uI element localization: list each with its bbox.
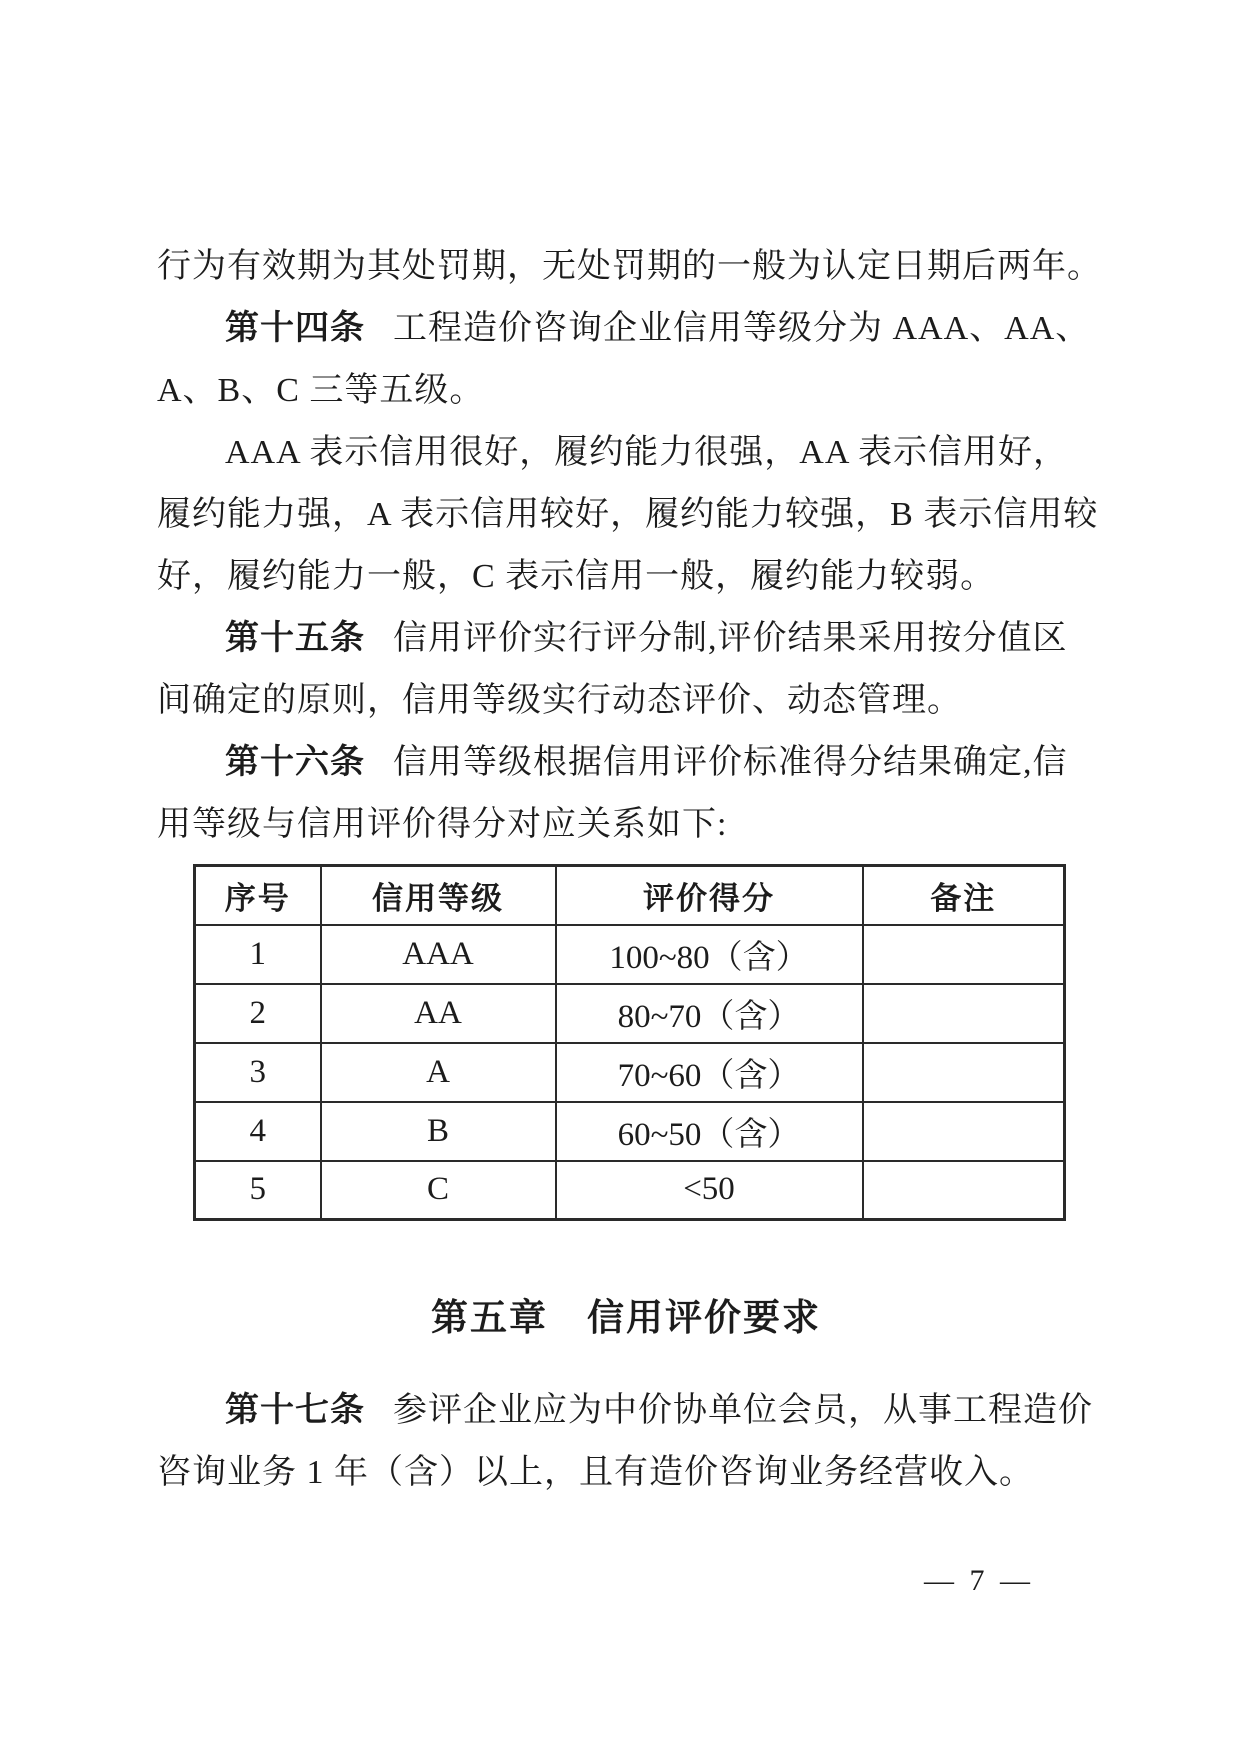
cell-remarks — [863, 925, 1065, 984]
cell-grade: A — [321, 1043, 556, 1102]
paragraph-line — [157, 422, 1095, 484]
paragraph-line — [157, 608, 1095, 670]
cell-grade: AA — [321, 984, 556, 1043]
article-number: 第十四条 — [225, 310, 365, 347]
paragraph-text: 工程造价咨询企业信用等级分为 AAA、AA、 — [393, 310, 1091, 347]
cell-remarks — [863, 984, 1065, 1043]
paragraph-text: 参评企业应为中价协单位会员，从事工程造价 — [393, 1392, 1093, 1429]
table-header-credit-grade: 信用等级 — [321, 866, 556, 925]
cell-serial: 4 — [195, 1102, 321, 1161]
paragraph-line — [157, 298, 1095, 360]
paragraph-line — [157, 236, 1102, 298]
article-number: 第十六条 — [225, 744, 365, 781]
paragraph-text: 好，履约能力一般，C 表示信用一般，履约能力较弱。 — [157, 558, 996, 595]
cell-serial: 2 — [195, 984, 321, 1043]
table-header-remarks: 备注 — [863, 866, 1065, 925]
paragraph-line — [157, 1442, 1095, 1504]
cell-serial: 5 — [195, 1161, 321, 1220]
page-number: — 7 — — [924, 1564, 1034, 1597]
table-header-row — [195, 866, 1065, 925]
cell-serial: 1 — [195, 925, 321, 984]
cell-score: <50 — [556, 1161, 863, 1220]
paragraph-line — [157, 670, 1095, 732]
paragraph-line — [157, 732, 1095, 794]
cell-score: 100~80（含） — [556, 925, 863, 984]
table-row — [195, 984, 1065, 1043]
cell-remarks — [863, 1043, 1065, 1102]
cell-score: 60~50（含） — [556, 1102, 863, 1161]
paragraph-text: AAA 表示信用很好，履约能力很强，AA 表示信用好， — [225, 434, 1069, 471]
paragraph-text: A、B、C 三等五级。 — [157, 372, 485, 409]
paragraph-text: 行为有效期为其处罚期，无处罚期的一般为认定日期后两年。 — [157, 248, 1102, 285]
cell-score: 70~60（含） — [556, 1043, 863, 1102]
cell-score: 80~70（含） — [556, 984, 863, 1043]
table-header-score: 评价得分 — [556, 866, 863, 925]
table-row — [195, 1043, 1065, 1102]
cell-grade: B — [321, 1102, 556, 1161]
paragraph-line — [157, 794, 1095, 856]
article-number: 第十五条 — [225, 620, 365, 657]
table-row — [195, 1102, 1065, 1161]
paragraph-text: 信用评价实行评分制,评价结果采用按分值区 — [393, 620, 1068, 657]
credit-rating-table — [193, 864, 1066, 1221]
paragraph-text: 用等级与信用评价得分对应关系如下: — [157, 806, 728, 843]
table-header-serial: 序号 — [195, 866, 321, 925]
cell-grade: C — [321, 1161, 556, 1220]
table-row — [195, 1161, 1065, 1220]
chapter-heading: 第五章 信用评价要求 — [431, 1297, 821, 1338]
paragraph-line — [157, 360, 1095, 422]
cell-grade: AAA — [321, 925, 556, 984]
article-number: 第十七条 — [225, 1392, 365, 1429]
paragraph-text: 咨询业务 1 年（含）以上，且有造价咨询业务经营收入。 — [157, 1454, 1034, 1491]
cell-remarks — [863, 1161, 1065, 1220]
paragraph-text: 履约能力强，A 表示信用较好，履约能力较强，B 表示信用较 — [157, 496, 1099, 533]
table-row — [195, 925, 1065, 984]
cell-remarks — [863, 1102, 1065, 1161]
paragraph-text: 间确定的原则，信用等级实行动态评价、动态管理。 — [157, 682, 962, 719]
paragraph-line — [157, 484, 1099, 546]
paragraph-line — [157, 1380, 1095, 1442]
paragraph-text: 信用等级根据信用评价标准得分结果确定,信 — [393, 744, 1068, 781]
cell-serial: 3 — [195, 1043, 321, 1102]
paragraph-line — [157, 546, 1095, 608]
